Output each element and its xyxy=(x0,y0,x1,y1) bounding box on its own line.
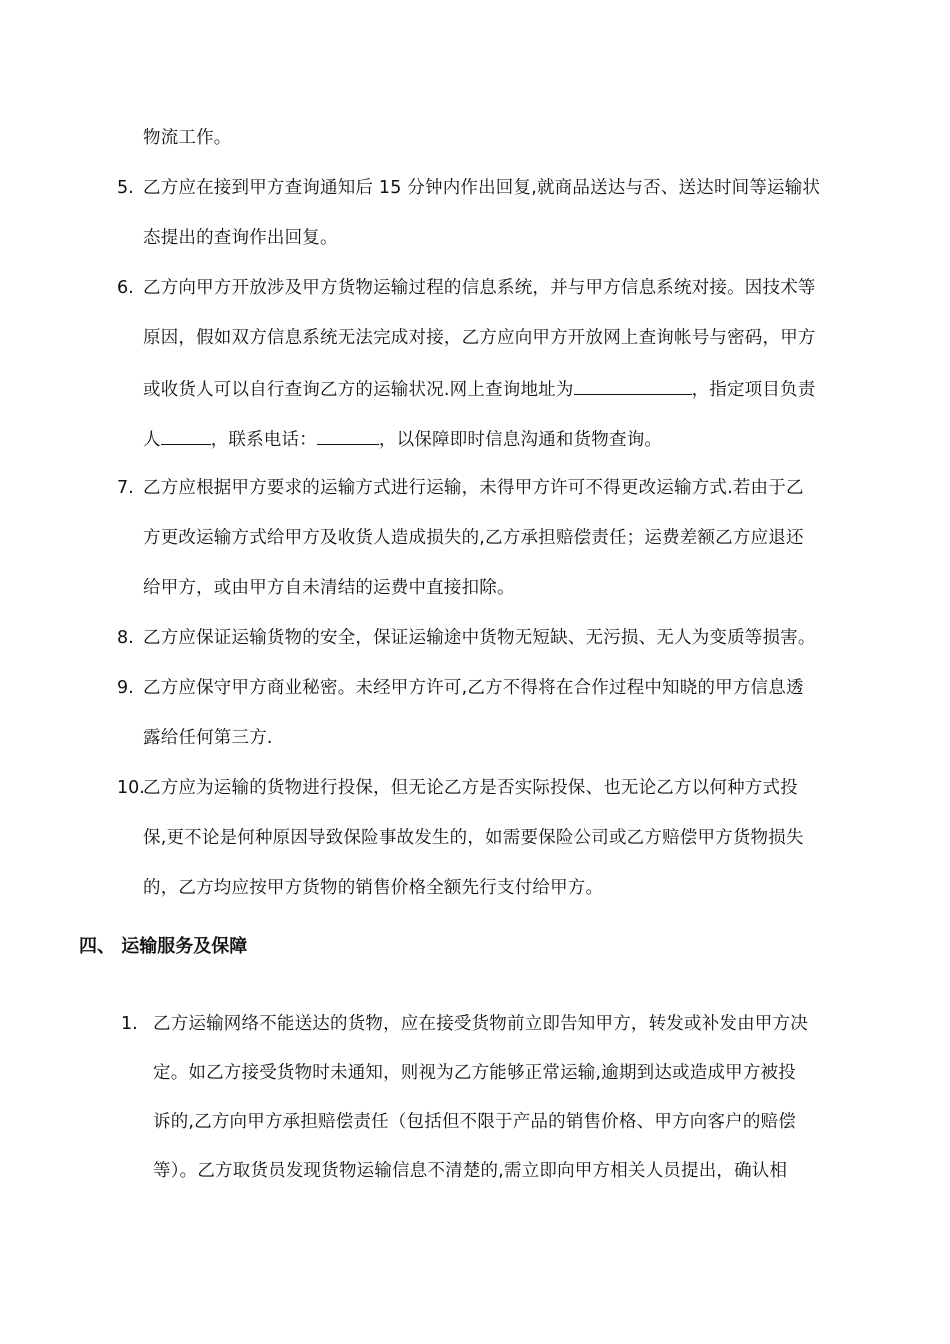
item-6-line-1: 乙方向甲方开放涉及甲方货物运输过程的信息系统，并与甲方信息系统对接。因技术等 xyxy=(143,278,816,298)
item-6-line-3-text-b: ，指定项目负责 xyxy=(691,380,816,400)
item-10-line-3: 的，乙方均应按甲方货物的销售价格全额先行支付给甲方。 xyxy=(143,878,604,898)
item-9-line-2: 露给任何第三方. xyxy=(143,728,273,748)
item-5-line-1: 乙方应在接到甲方查询通知后 15 分钟内作出回复,就商品送达与否、送达时间等运输状 xyxy=(143,178,821,198)
section-4-item-1-line-2: 定。如乙方接受货物时未通知，则视为乙方能够正常运输,逾期到达或造成甲方被投 xyxy=(153,1063,796,1083)
item-4-continuation: 物流工作。 xyxy=(143,128,232,148)
item-5-line-2: 态提出的查询作出回复。 xyxy=(143,228,338,248)
item-9-number: 9. xyxy=(117,678,134,698)
item-6-line-2: 原因，假如双方信息系统无法完成对接，乙方应向甲方开放网上查询帐号与密码，甲方 xyxy=(143,328,816,348)
query-address-blank xyxy=(574,376,692,395)
section-4-item-1-line-3: 诉的,乙方向甲方承担赔偿责任（包括但不限于产品的销售价格、甲方向客户的赔偿 xyxy=(153,1112,796,1132)
item-10-line-1: 乙方应为运输的货物进行投保，但无论乙方是否实际投保、也无论乙方以何种方式投 xyxy=(143,778,798,798)
item-6-number: 6. xyxy=(117,278,134,298)
item-7-line-2: 方更改运输方式给甲方及收货人造成损失的,乙方承担赔偿责任；运费差额乙方应退还 xyxy=(143,528,804,548)
section-4-item-1-line-4: 等）。乙方取货员发现货物运输信息不清楚的,需立即向甲方相关人员提出，确认相 xyxy=(153,1161,788,1181)
item-10-number: 10. xyxy=(117,778,145,798)
item-5-number: 5. xyxy=(117,178,134,198)
section-4-item-1-line-1: 乙方运输网络不能送达的货物，应在接受货物前立即告知甲方，转发或补发由甲方决 xyxy=(153,1014,808,1034)
phone-blank xyxy=(317,426,379,445)
item-7-number: 7. xyxy=(117,478,134,498)
section-4-heading: 四、 运输服务及保障 xyxy=(79,936,248,957)
item-8-number: 8. xyxy=(117,628,134,648)
item-6-line-4-text-a: 人 xyxy=(143,430,161,450)
item-6-line-4 xyxy=(143,426,662,452)
item-6-line-3 xyxy=(143,376,815,402)
item-6-line-4-text-c: ，以保障即时信息沟通和货物查询。 xyxy=(378,430,663,450)
item-9-line-1: 乙方应保守甲方商业秘密。未经甲方许可,乙方不得将在合作过程中知晓的甲方信息透 xyxy=(143,678,804,698)
item-6-line-3-text-a: 或收货人可以自行查询乙方的运输状况.网上查询地址为 xyxy=(143,380,574,400)
item-7-line-3: 给甲方，或由甲方自未清结的运费中直接扣除。 xyxy=(143,578,515,598)
project-lead-blank xyxy=(161,426,211,445)
item-8-line-1: 乙方应保证运输货物的安全，保证运输途中货物无短缺、无污损、无人为变质等损害。 xyxy=(143,628,816,648)
item-7-line-1: 乙方应根据甲方要求的运输方式进行运输，未得甲方许可不得更改运输方式.若由于乙 xyxy=(143,478,804,498)
section-4-item-1-number: 1. xyxy=(121,1014,138,1034)
item-10-line-2: 保,更不论是何种原因导致保险事故发生的，如需要保险公司或乙方赔偿甲方货物损失 xyxy=(143,828,804,848)
item-6-line-4-text-b: ，联系电话： xyxy=(210,430,317,450)
